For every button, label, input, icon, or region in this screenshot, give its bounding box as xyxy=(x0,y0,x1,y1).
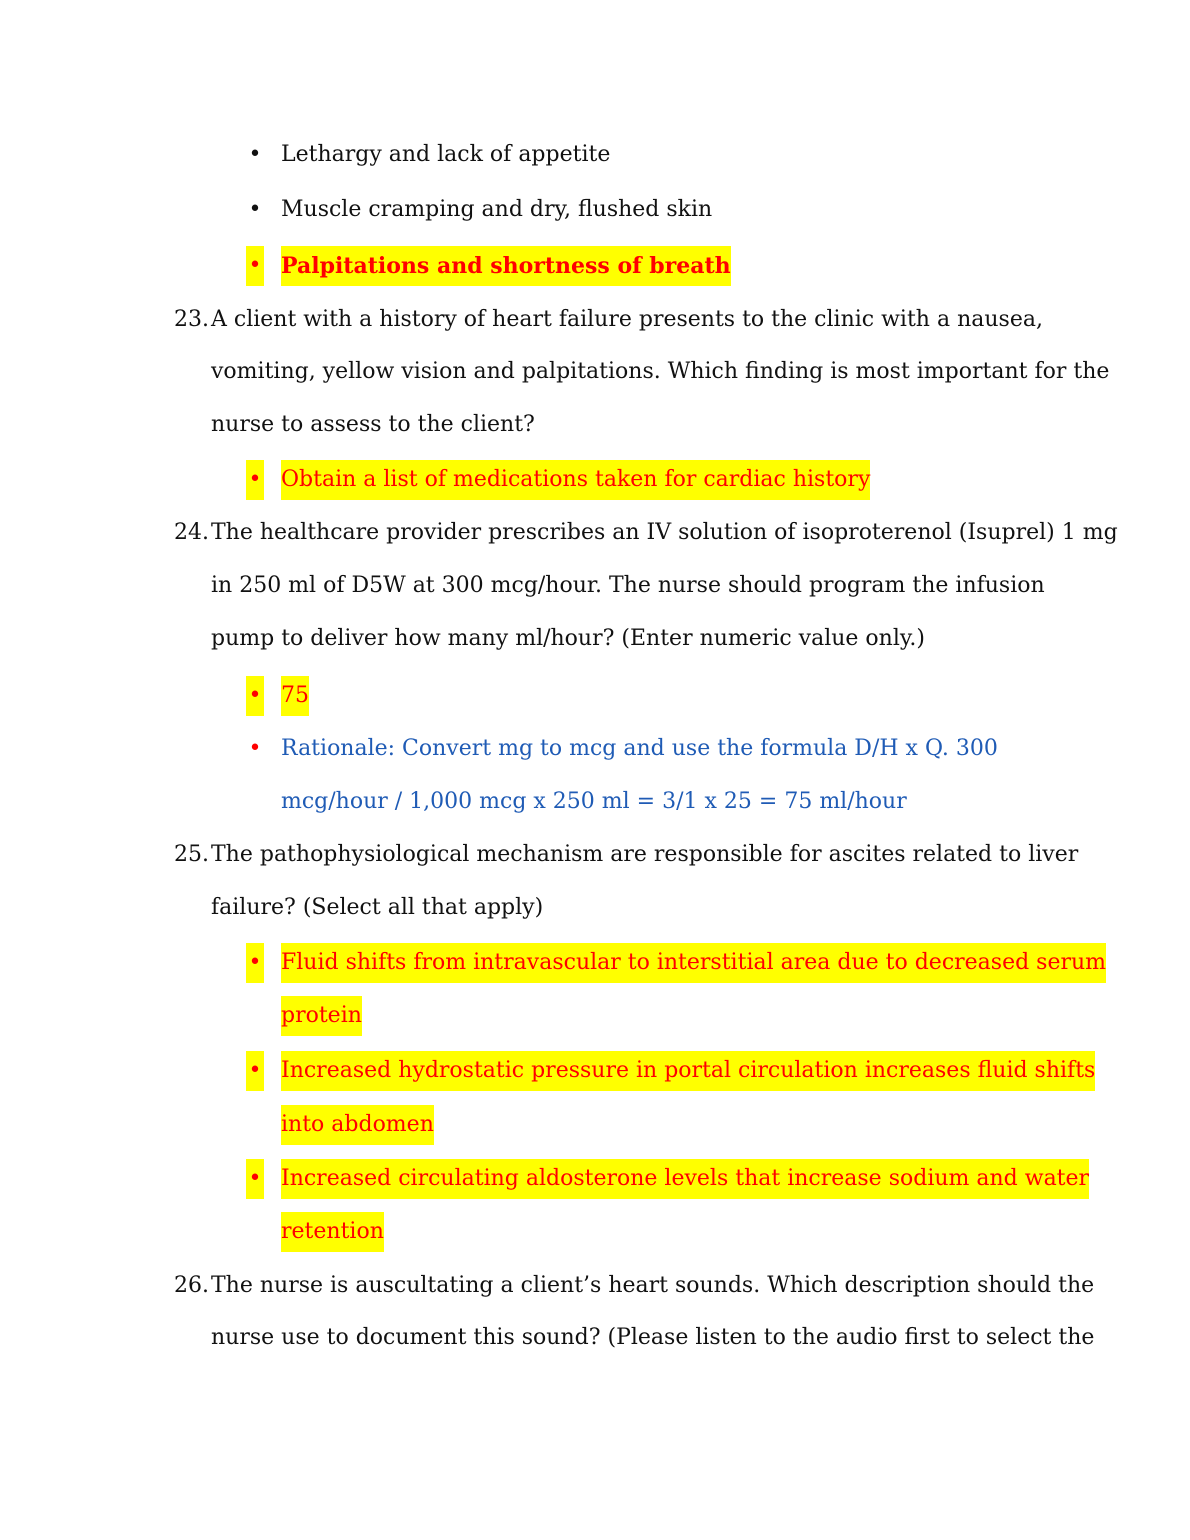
question-number: 25. xyxy=(174,842,209,867)
option-text: Lethargy and lack of appetite xyxy=(281,142,611,167)
bullet-icon: • xyxy=(246,676,264,716)
bullet-icon: • xyxy=(248,736,262,761)
question-text: The nurse is auscultating a client’s heart sounds. Which description should the xyxy=(211,1273,1095,1298)
correct-answer-text: Increased circulating aldosterone levels that increase sodium and water xyxy=(281,1159,1089,1199)
question-text: The pathophysiological mechanism are responsible for ascites related to liver xyxy=(211,842,1079,867)
bullet-icon: • xyxy=(248,197,262,222)
question-text-line: in 250 ml of D5W at 300 mcg/hour. The nurse should program the infusion xyxy=(211,573,1045,598)
correct-answer-item xyxy=(0,1051,1190,1091)
question-25 xyxy=(0,835,1190,875)
question-26 xyxy=(0,1266,1190,1306)
correct-answer-text: Fluid shifts from intravascular to interstitial area due to decreased serum xyxy=(281,943,1106,983)
rationale-text: Rationale: Convert mg to mcg and use the formula D/H x Q. 300 xyxy=(281,736,998,761)
correct-answer-line: into abdomen xyxy=(0,1105,1190,1145)
bullet-icon: • xyxy=(246,460,264,500)
correct-answer-line: protein xyxy=(0,996,1190,1036)
option-item xyxy=(0,135,1190,175)
rationale-line: mcg/hour / 1,000 mcg x 250 ml = 3/1 x 25 = 75 ml/hour xyxy=(281,789,907,814)
question-text-line: pump to deliver how many ml/hour? (Enter numeric value only.) xyxy=(211,626,925,651)
question-number: 26. xyxy=(174,1273,209,1298)
correct-answer-text: Obtain a list of medications taken for cardiac history xyxy=(281,460,870,500)
correct-answer-line: retention xyxy=(0,1212,1190,1252)
bullet-icon: • xyxy=(246,943,264,983)
question-number: 24. xyxy=(174,520,209,545)
question-text-line: failure? (Select all that apply) xyxy=(211,895,544,920)
question-text: The healthcare provider prescribes an IV solution of isoproterenol (Isuprel) 1 mg xyxy=(211,520,1118,545)
bullet-icon: • xyxy=(248,142,262,167)
correct-answer-item xyxy=(0,676,1190,716)
correct-answer-text: Increased hydrostatic pressure in portal circulation increases fluid shifts xyxy=(281,1051,1095,1091)
correct-answer-item xyxy=(0,943,1190,983)
question-23 xyxy=(0,300,1190,340)
question-number: 23. xyxy=(174,307,209,332)
option-text: Muscle cramping and dry, flushed skin xyxy=(281,197,713,222)
question-text-line: nurse to assess to the client? xyxy=(211,412,535,437)
bullet-icon: • xyxy=(246,1051,264,1091)
question-24 xyxy=(0,513,1190,553)
question-text-line: vomiting, yellow vision and palpitations. Which finding is most important for the xyxy=(211,359,1110,384)
question-text: A client with a history of heart failure presents to the clinic with a nausea, xyxy=(211,307,1043,332)
correct-answer-item xyxy=(0,460,1190,500)
rationale-item xyxy=(0,729,1190,769)
option-item xyxy=(0,190,1190,230)
correct-answer-text: Palpitations and shortness of breath xyxy=(281,246,731,286)
correct-answer-text: 75 xyxy=(281,676,309,716)
bullet-icon: • xyxy=(246,1159,264,1199)
correct-answer-item xyxy=(0,246,1190,286)
bullet-icon: • xyxy=(246,246,264,286)
question-text-line: nurse use to document this sound? (Please listen to the audio first to select the xyxy=(211,1325,1095,1350)
correct-answer-item xyxy=(0,1159,1190,1199)
